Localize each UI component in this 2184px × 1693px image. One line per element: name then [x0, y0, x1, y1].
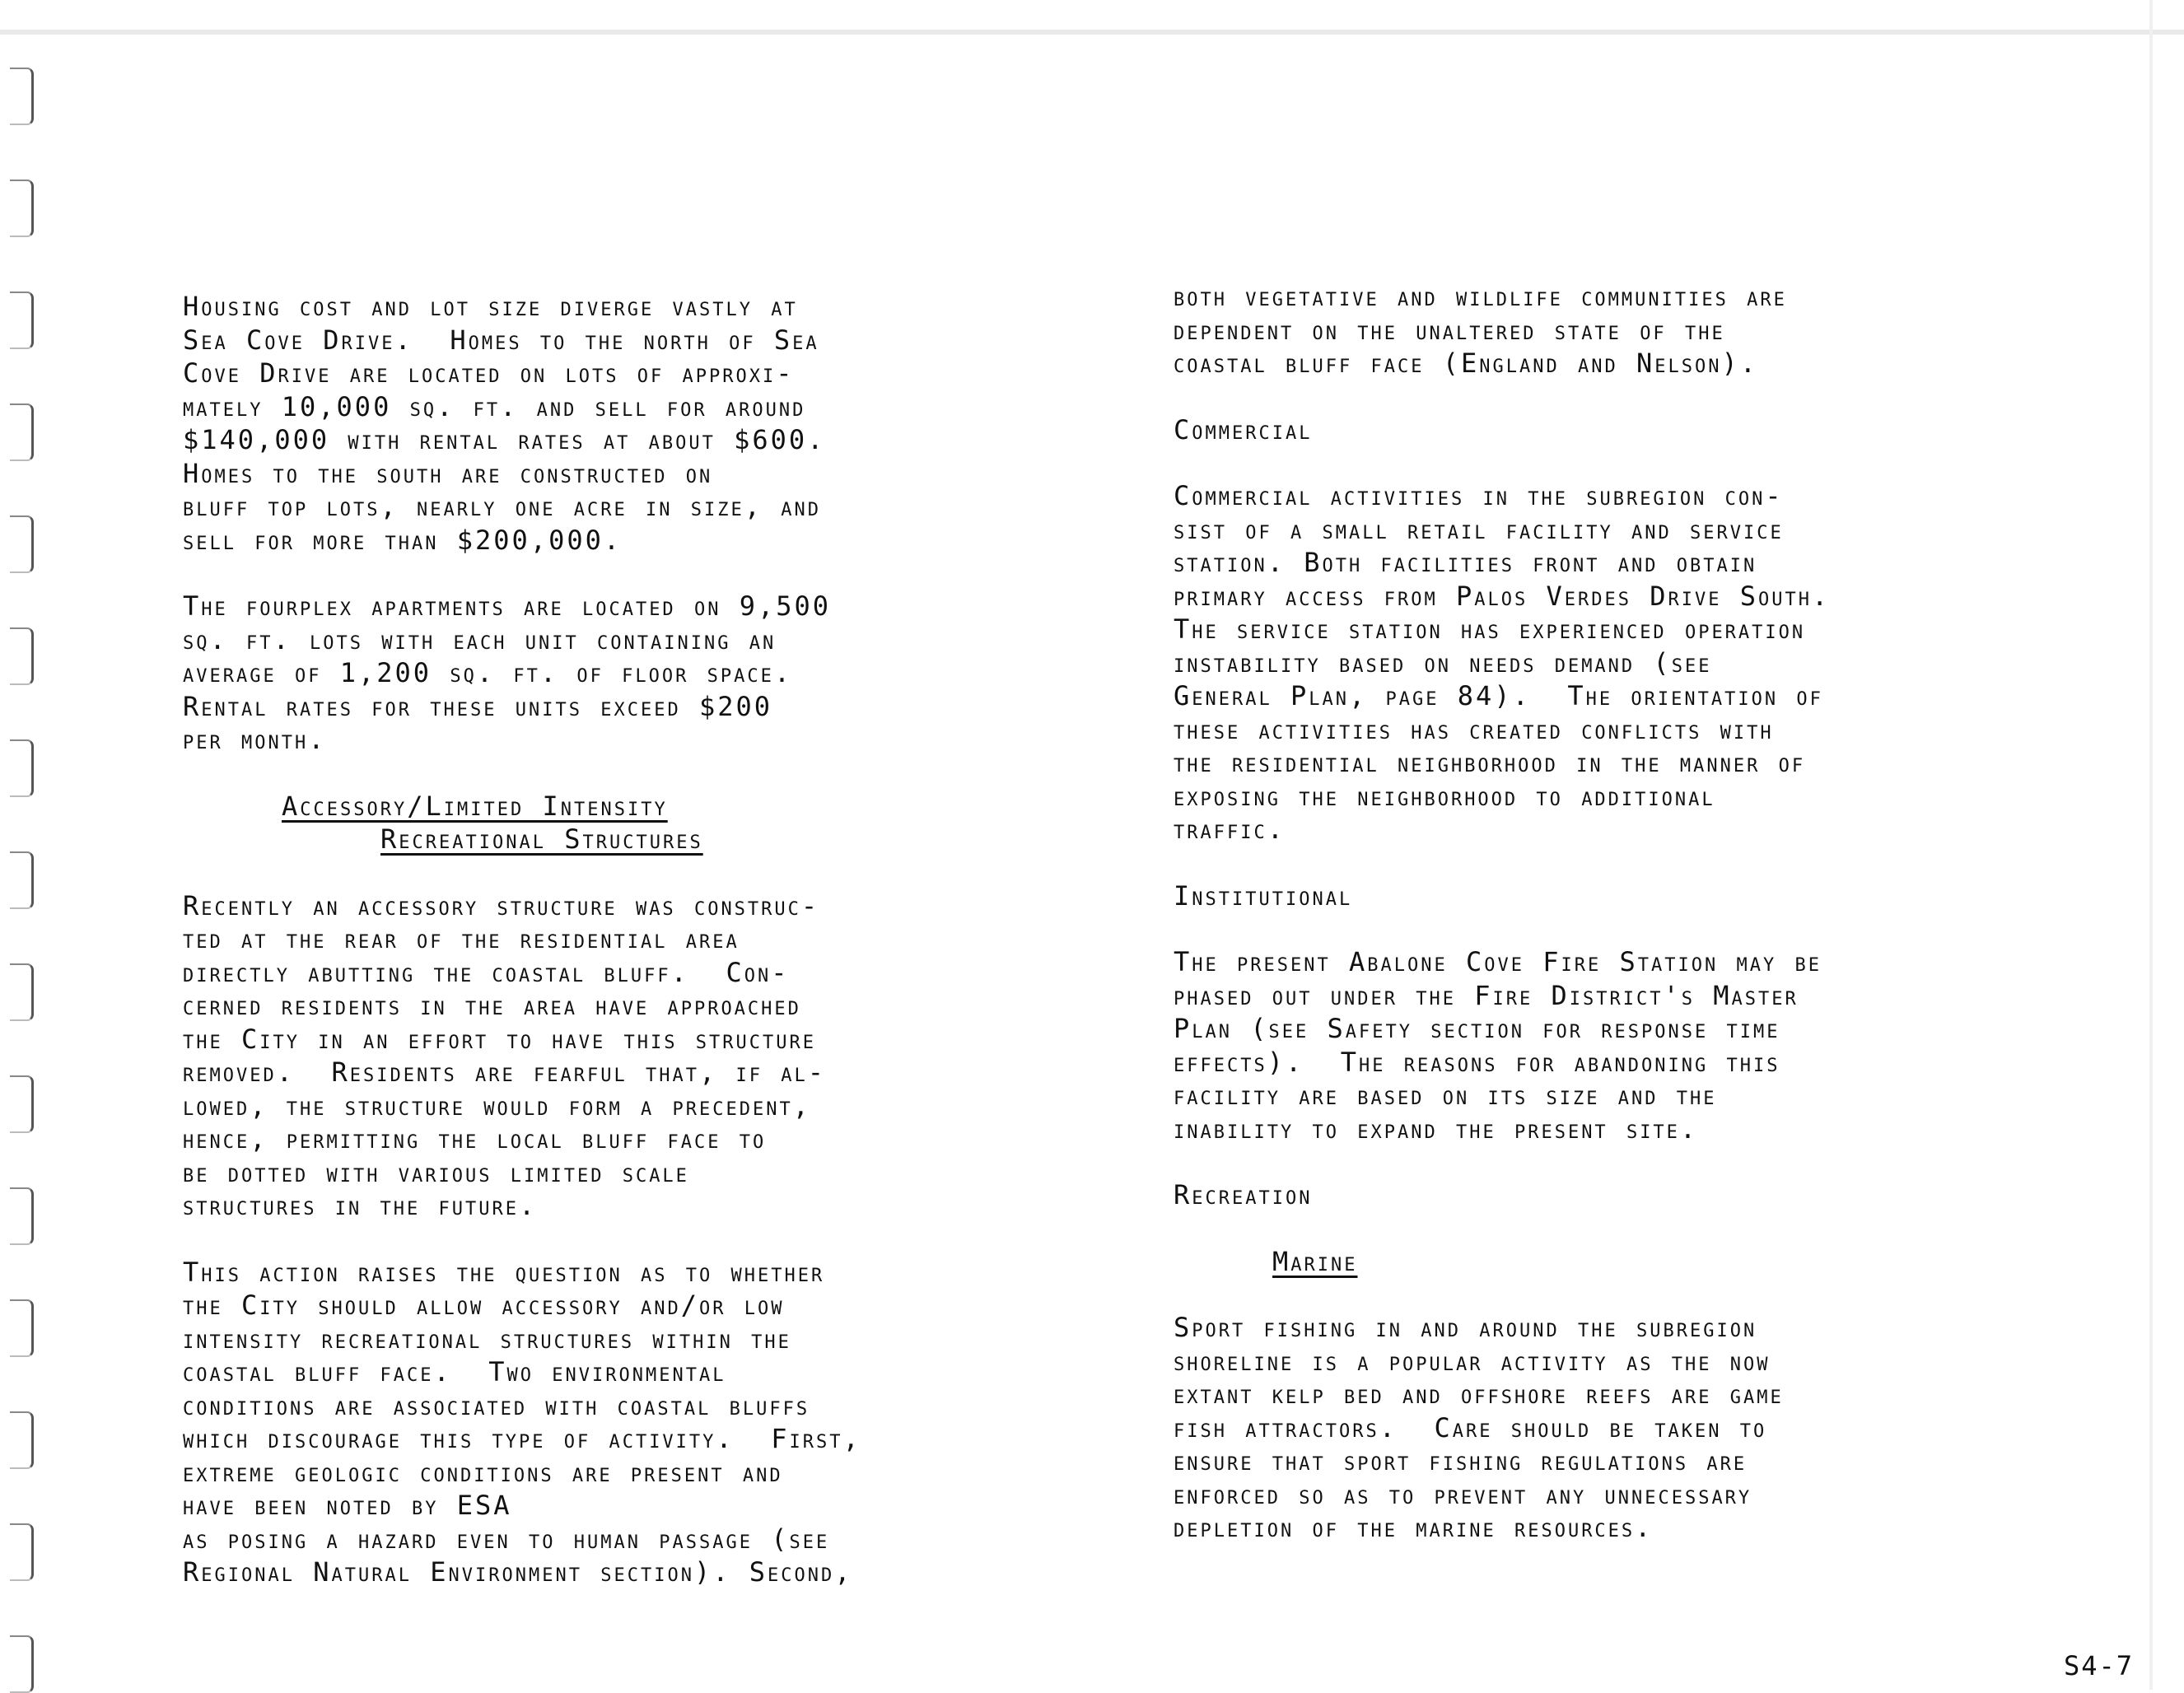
text-line: sq. ft. lots with each unit containing an — [183, 623, 777, 655]
text-line: shoreline is a popular activity as the now — [1174, 1345, 1771, 1377]
text-line: Plan (see Safety section for response time — [1174, 1013, 1780, 1044]
accessory-paragraph — [183, 889, 861, 1223]
text-line: $140,000 with rental rates at about $600. — [183, 424, 826, 455]
text-line: extant kelp bed and offshore reefs are game — [1174, 1378, 1784, 1410]
text-line: both vegetative and wildlife communities are — [1174, 281, 1787, 312]
commercial-paragraph — [1174, 479, 1830, 846]
text-line: Recently an accessory structure was construc- — [183, 889, 820, 921]
text-line: exposing the neighborhood to additional — [1174, 780, 1715, 812]
scan-right-edge — [2149, 0, 2153, 1690]
text-line: these activities has created conflicts with — [1174, 713, 1774, 745]
text-line: directly abutting the coastal bluff. Con- — [183, 956, 790, 988]
binder-ring — [10, 627, 34, 685]
text-line: Cove Drive are located on lots of approxi- — [183, 357, 795, 389]
text-line: have been noted by ESA — [183, 1490, 512, 1521]
text-line: primary access from Palos Verdes Drive South. — [1174, 580, 1831, 612]
recreation-heading: Recreation — [1174, 1179, 1313, 1210]
text-line: coastal bluff face. Two environmental — [183, 1356, 726, 1388]
text-line: Regional Natural Environment section). Second, — [183, 1556, 853, 1588]
text-line: conditions are associated with coastal bluffs — [183, 1389, 810, 1421]
fourplex-paragraph — [183, 590, 861, 757]
text-line: Rental rates for these units exceed $200 — [183, 690, 773, 722]
marine-paragraph — [1174, 1311, 1830, 1545]
text-line: the City should allow accessory and/or low — [183, 1290, 785, 1321]
text-line: the residential neighborhood in the manner of — [1174, 747, 1806, 778]
page-number: S4-7 — [2064, 1650, 2135, 1681]
binder-ring — [10, 403, 34, 461]
text-line: bluff top lots, nearly one acre in size, and — [183, 491, 821, 522]
binder-ring — [10, 515, 34, 573]
text-line: General Plan, page 84). The orientation of — [1174, 680, 1823, 711]
text-line: instability based on needs demand (see — [1174, 646, 1712, 679]
text-line: intensity recreational structures within the — [183, 1322, 791, 1355]
text-line: mately 10,000 sq. ft. and sell for around — [183, 390, 806, 422]
text-line: inability to expand the present site. — [1174, 1112, 1699, 1145]
institutional-heading: Institutional — [1174, 879, 1353, 912]
text-line: which discourage this type of activity. First, — [183, 1423, 861, 1454]
text-line: Homes to the south are constructed on — [183, 457, 713, 489]
text-line: This action raises the question as to whether — [183, 1256, 825, 1288]
heading-line: Recreational Structures — [380, 823, 703, 855]
institutional-paragraph — [1174, 945, 1830, 1145]
right-column — [1174, 280, 1830, 1545]
text-line: ensure that sport fishing regulations are — [1174, 1445, 1748, 1476]
commercial-heading: Commercial — [1174, 413, 1313, 445]
text-line: The present Abalone Cove Fire Station may be — [1174, 946, 1822, 977]
text-line: Housing cost and lot size diverge vastly at — [183, 291, 798, 322]
text-line: extreme geologic conditions are present and — [183, 1456, 783, 1488]
text-line: fish attractors. Care should be taken to — [1174, 1411, 1767, 1443]
text-line: station. Both facilities front and obtain — [1174, 547, 1757, 578]
text-line: lowed, the structure would form a precedent, — [183, 1089, 811, 1122]
text-line: dependent on the unaltered state of the — [1174, 314, 1725, 346]
text-line: depletion of the marine resources. — [1174, 1512, 1654, 1543]
text-line: coastal bluff face (England and Nelson). — [1174, 347, 1759, 379]
left-column — [183, 290, 861, 1589]
binder-ring — [10, 1411, 34, 1469]
text-line: average of 1,200 sq. ft. of floor space. — [183, 657, 793, 688]
text-line: the City in an effort to have this structure — [183, 1023, 816, 1055]
text-line: enforced so as to prevent any unnecessary — [1174, 1478, 1752, 1510]
text-line: ted at the rear of the residential area — [183, 923, 740, 954]
text-line: per month. — [183, 724, 327, 755]
text-line: removed. Residents are fearful that, if al- — [183, 1056, 827, 1088]
text-line: hence, permitting the local bluff face to — [183, 1123, 767, 1154]
binder-ring — [10, 1299, 34, 1357]
binder-ring — [10, 68, 34, 125]
marine-heading: Marine — [1272, 1245, 1358, 1277]
text-line: as posing a hazard even to human passage (see — [183, 1523, 830, 1555]
binder-ring — [10, 1635, 34, 1693]
text-line: effects). The reasons for abandoning this — [1174, 1046, 1780, 1078]
text-line: structures in the future. — [183, 1190, 538, 1221]
binder-rings — [10, 68, 43, 1690]
text-line: facility are based on its size and the — [1174, 1080, 1717, 1111]
text-line: Sport fishing in and around the subregion — [1174, 1312, 1757, 1343]
binder-ring — [10, 1187, 34, 1245]
bluff-continuation-paragraph — [1174, 280, 1830, 380]
text-line: Sea Cove Drive. Homes to the north of Sea — [183, 324, 819, 356]
binder-ring — [10, 739, 34, 797]
heading-line: Accessory/Limited Intensity — [282, 790, 668, 822]
question-paragraph — [183, 1256, 861, 1589]
section-heading-accessory — [183, 790, 861, 856]
binder-ring — [10, 180, 34, 237]
scan-top-edge — [0, 30, 2184, 35]
text-line: Commercial activities in the subregion con- — [1174, 480, 1784, 511]
binder-ring — [10, 851, 34, 909]
text-line: cerned residents in the area have approached — [183, 990, 801, 1021]
text-line: traffic. — [1174, 814, 1286, 845]
text-line: sell for more than $200,000. — [183, 524, 623, 556]
text-line: be dotted with various limited scale — [183, 1156, 689, 1188]
binder-ring — [10, 963, 34, 1021]
text-line: sist of a small retail facility and service — [1174, 513, 1784, 545]
binder-ring — [10, 1523, 34, 1581]
text-line: The service station has experienced operation — [1174, 613, 1806, 645]
housing-paragraph — [183, 290, 861, 557]
binder-ring — [10, 291, 34, 349]
text-line: phased out under the Fire District's Master — [1174, 979, 1799, 1011]
text-line: The fourplex apartments are located on 9,500 — [183, 590, 832, 622]
binder-ring — [10, 1075, 34, 1133]
